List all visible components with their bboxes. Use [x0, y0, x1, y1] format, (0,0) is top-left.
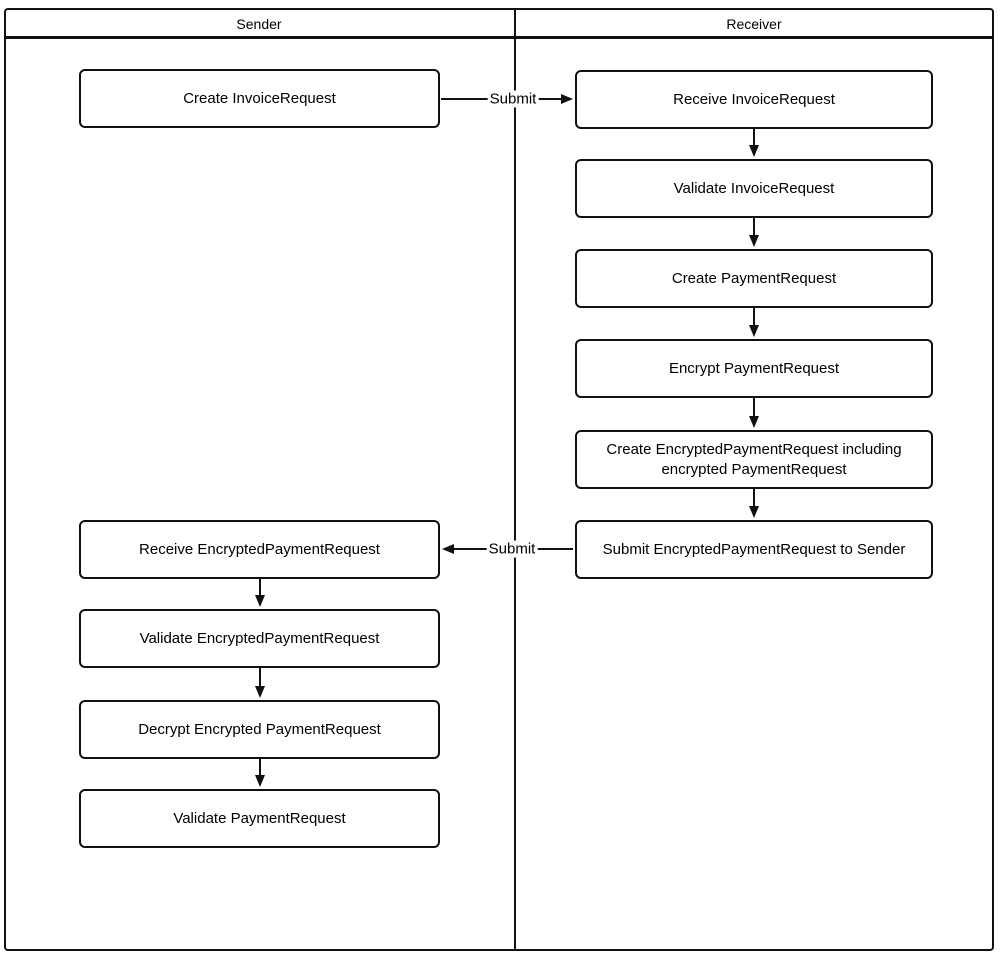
node-encrypt-paymentrequest: [575, 339, 933, 398]
edge-label-submit-top: Submit: [489, 90, 537, 108]
lane-divider: [514, 8, 516, 951]
node-label: Receive InvoiceRequest: [673, 90, 835, 108]
node-label: Encrypt PaymentRequest: [668, 359, 840, 377]
node-label: Receive EncryptedPaymentRequest: [139, 540, 380, 558]
node-submit-encryptedpaymentrequest: [575, 520, 933, 579]
node-validate-encryptedpaymentrequest: [79, 609, 440, 668]
node-receive-invoicerequest: [575, 70, 933, 129]
node-create-paymentrequest: [575, 249, 933, 308]
node-label: Create EncryptedPaymentRequest including encrypted PaymentRequest: [606, 441, 902, 478]
node-create-encryptedpaymentrequest: [575, 430, 933, 489]
node-validate-invoicerequest: [575, 159, 933, 218]
node-label: Validate InvoiceRequest: [673, 179, 835, 197]
node-create-invoicerequest: [79, 69, 440, 128]
lane-header-receiver: Receiver: [726, 16, 782, 32]
lane-header-separator: [4, 36, 994, 39]
node-label: Validate PaymentRequest: [173, 809, 346, 827]
node-decrypt-encrypted-paymentrequest: [79, 700, 440, 759]
node-label: Submit EncryptedPaymentRequest to Sender: [602, 540, 906, 558]
lane-header-sender: Sender: [236, 16, 282, 32]
edge-label-submit-bottom: Submit: [488, 540, 536, 558]
node-label: Create InvoiceRequest: [183, 89, 336, 107]
node-label: Decrypt Encrypted PaymentRequest: [138, 720, 381, 738]
node-validate-paymentrequest: [79, 789, 440, 848]
node-label: Create PaymentRequest: [671, 269, 837, 287]
node-receive-encryptedpaymentrequest: [79, 520, 440, 579]
node-label: Validate EncryptedPaymentRequest: [139, 629, 380, 647]
